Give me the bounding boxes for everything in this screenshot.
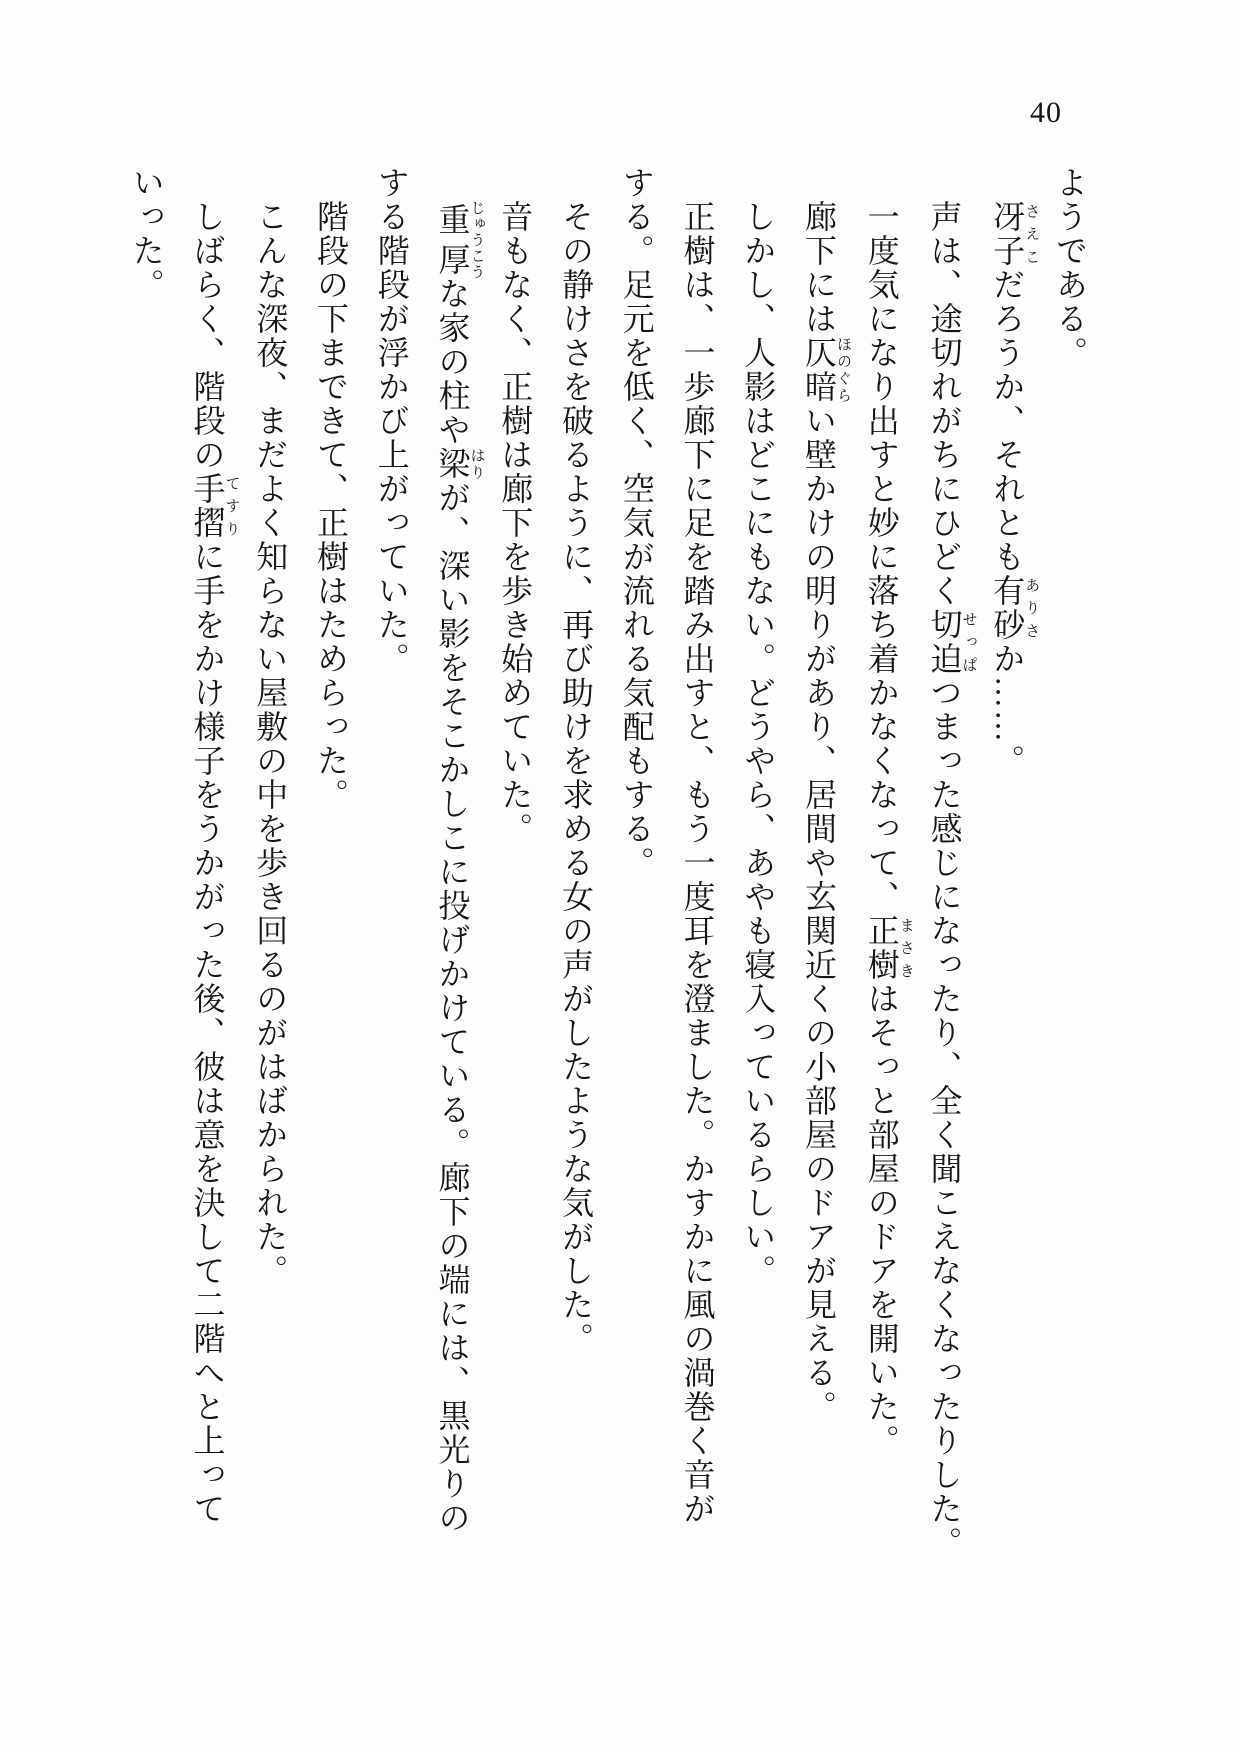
text-column: 音もなく、正樹は廊下を歩き始めていた。 xyxy=(497,200,534,846)
furigana-annotated-word: 正樹まさき xyxy=(863,914,914,982)
text-column: 冴子さえこだろうか、それとも有砂ありさか……。 xyxy=(989,200,1040,778)
text-column: 重厚じゅうこうな家の柱や梁はりが、深い影をそこかしこに投げかけている。廊下の端には、黒光りの xyxy=(434,200,485,1535)
furigana-reading: ありさ xyxy=(1023,574,1040,642)
furigana-annotated-word: 手摺てすり xyxy=(189,472,240,540)
text-column: 廊下には仄暗ほのぐらい壁かけの明りがあり、居間や玄関近くの小部屋のドアが見える。 xyxy=(801,200,851,1424)
furigana-annotated-word: 有砂ありさ xyxy=(989,574,1040,642)
furigana-reading: てすり xyxy=(223,472,240,540)
furigana-annotated-word: 重厚じゅうこう xyxy=(434,200,485,280)
text-column: しかし、人影はどこにもない。どうやら、あやも寝入っているらしい。 xyxy=(740,200,777,1288)
furigana-reading: まさき xyxy=(897,914,914,982)
furigana-reading: さえこ xyxy=(1023,200,1040,268)
text-column: その静けさを破るように、再び助けを求める女の声がしたような気がした。 xyxy=(558,200,594,1356)
furigana-reading: はり xyxy=(468,447,485,481)
text-column: する階段が浮かび上がっていた。 xyxy=(373,166,410,676)
text-column: する。足元を低く、空気が流れる気配もする。 xyxy=(618,166,655,880)
text-column: 階段の下まできて、正樹はためらった。 xyxy=(313,200,349,812)
text-body xyxy=(116,166,1100,1566)
text-column: 正樹は、一歩廊下に足を踏み出すと、もう一度耳を澄ました。かすかに風の渦巻く音が xyxy=(679,200,716,1526)
furigana-annotated-word: 仄暗ほのぐら xyxy=(801,336,851,404)
text-column: しばらく、階段の手摺てすりに手をかけ様子をうかがった後、彼は意を決して二階へと上って xyxy=(189,200,240,1526)
furigana-reading: ほのぐら xyxy=(835,336,851,404)
text-column: こんな深夜、まだよく知らない屋敷の中を歩き回るのがはばかられた。 xyxy=(252,200,289,1288)
furigana-reading: じゅうこう xyxy=(468,200,485,280)
furigana-reading: せっぱ xyxy=(960,608,977,676)
text-column: ようである。 xyxy=(1052,166,1088,370)
furigana-annotated-word: 切迫せっぱ xyxy=(926,608,977,676)
text-column: 声は、途切れがちにひどく切迫せっぱつまった感じになったり、全く聞こえなくなったりした。 xyxy=(926,200,977,1560)
text-column: 一度気になり出すと妙に落ち着かなくなって、正樹まさきはそっと部屋のドアを開いた。 xyxy=(863,200,914,1458)
furigana-annotated-word: 梁はり xyxy=(434,447,485,481)
furigana-annotated-word: 冴子さえこ xyxy=(989,200,1040,268)
text-column: いった。 xyxy=(128,166,165,302)
page-number: 40 xyxy=(1030,96,1062,129)
